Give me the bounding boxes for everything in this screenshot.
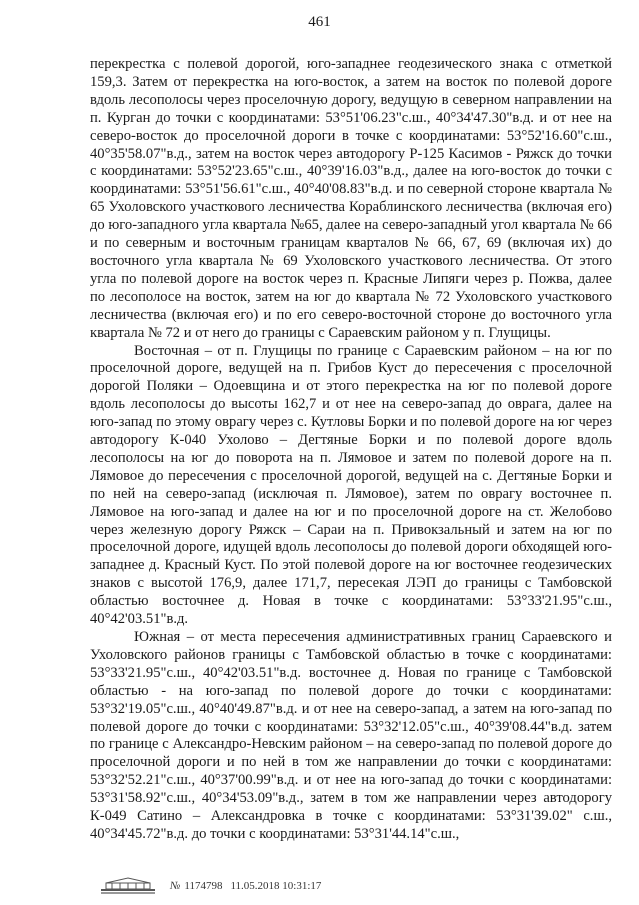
number-sign: № [170,880,181,892]
paragraph-continuation: перекрестка с полевой дорогой, юго-западнее геодезического знака с отметкой 159,3. Затем от перекрестка на юго-восток, а затем на восток по полевой дороге вдоль лесополосы через проселочную дорогу, ведущую в северном направлении на п. Курган до точки с координатами: 53°51'06.23"с.ш., 40°34'47.30"в.д. и от нее на северо-восток до проселочной дороги в точке с координатами: 53°52'16.60"с.ш., 40°35'58.07"в.д., затем на восток через автодорогу Р-125 Касимов - Ряжск до точки с координатами: 53°52'23.65"с.ш., 40°39'16.03"в.д., далее на юго-восток до точки с координатами: 53°51'56.61"с.ш., 40°40'08.83"в.д. и по северной стороне квартала № 65 Ухоловского участкового лесничества Кораблинского лесничества (включая его) до юго-западного угла квартала №65, далее на северо-западный угол квартала № 66 и по северным и восточным границам кварталов № 66, 67, 69 (включая их) до восточного угла квартала № 69 Ухоловского участкового лесничества. От этого угла по полевой дороге на восток через п. Красные Липяги через р. Пожва, далее по лесополосе на восток, затем на юг до квартала № 72 Ухоловского участкового лесничества (включая его) и по его северо-восточной стороне до восточного угла квартала № 72 и от него до границы с Сараевским районом у п. Глущицы. [90,56,612,341]
paragraph-eastern-border: Восточная – от п. Глущицы по границе с Сараевским районом – на юг по проселочной дороге, ведущей на п. Грибов Куст до пересечения с проселочной дорогой Поляки – Одоевщина и от этого перекрестка на юг по полевой дороге вдоль лесополосы до высоты 162,7 и от нее на северо-запад до оврага, далее на юго-запад по этому оврагу через с. Кутловы Борки и по полевой дороге на юг через автодорогу К-040 Ухолово – Дегтяные Борки и по полевой дороге вдоль лесополосы на юг до поворота на п. Лямовое и затем по полевой дороге на п. Лямовое до пересечения с проселочной дорогой, ведущей на с. Дегтяные Борки и по ней на северо-запад (исключая п. Лямовое), затем по оврагу восточнее п. Лямовое на юго-запад и далее на юг и по проселочной дороге на ст. Желобово через железную дорогу Ряжск – Сараи на п. Привокзальный и затем на юг по проселочной дороге, идущей вдоль лесополосы до полевой дороги обходящей юго-западнее д. Красный Куст. По этой полевой дороге на юг восточнее геодезических знаков с высотой 176,9, далее 171,7, пересекая ЛЭП до границы с Тамбовской областью восточнее д. Новая в точке с координатами: 53°33'21.95"с.ш., 40°42'03.51"в.д. [90,342,612,628]
building-seal-icon [100,877,156,895]
page-number: 461 [308,14,331,30]
paragraph-southern-border: Южная – от места пересечения административных границ Сараевского и Ухоловского районов границы с Тамбовской областью в точке с координатами: 53°33'21.95"с.ш., 40°42'03.51"в.д. восточнее д. Новая по границе с Тамбовской областью - на юго-запад по полевой дороге до точки с координатами: 53°32'19.05"с.ш., 40°40'49.87"в.д. и от нее на северо-запад, а затем на юго-запад по полевой дороге до точки с координатами: 53°32'12.05"с.ш., 40°39'08.44"в.д. затем по границе с Александро-Невским районом – на северо-запад по полевой дороге до проселочной дороги и по ней в том же направлении до точки с координатами: 53°32'52.21"с.ш., 40°37'00.99"в.д. и от нее на юго-запад до точки с координатами: 53°31'58.92"с.ш., 40°34'53.09"в.д., затем в том же направлении через автодорогу К-049 Сатино – Александровка в точке с координатами: 53°31'39.02" с.ш., 40°34'45.72"в.д. до точки с координатами: 53°31'44.14"с.ш., [90,629,612,842]
document-body [90,56,612,844]
timestamp: 11.05.2018 10:31:17 [230,880,322,892]
footer [100,877,321,895]
registration-number: 1174798 [184,880,223,892]
